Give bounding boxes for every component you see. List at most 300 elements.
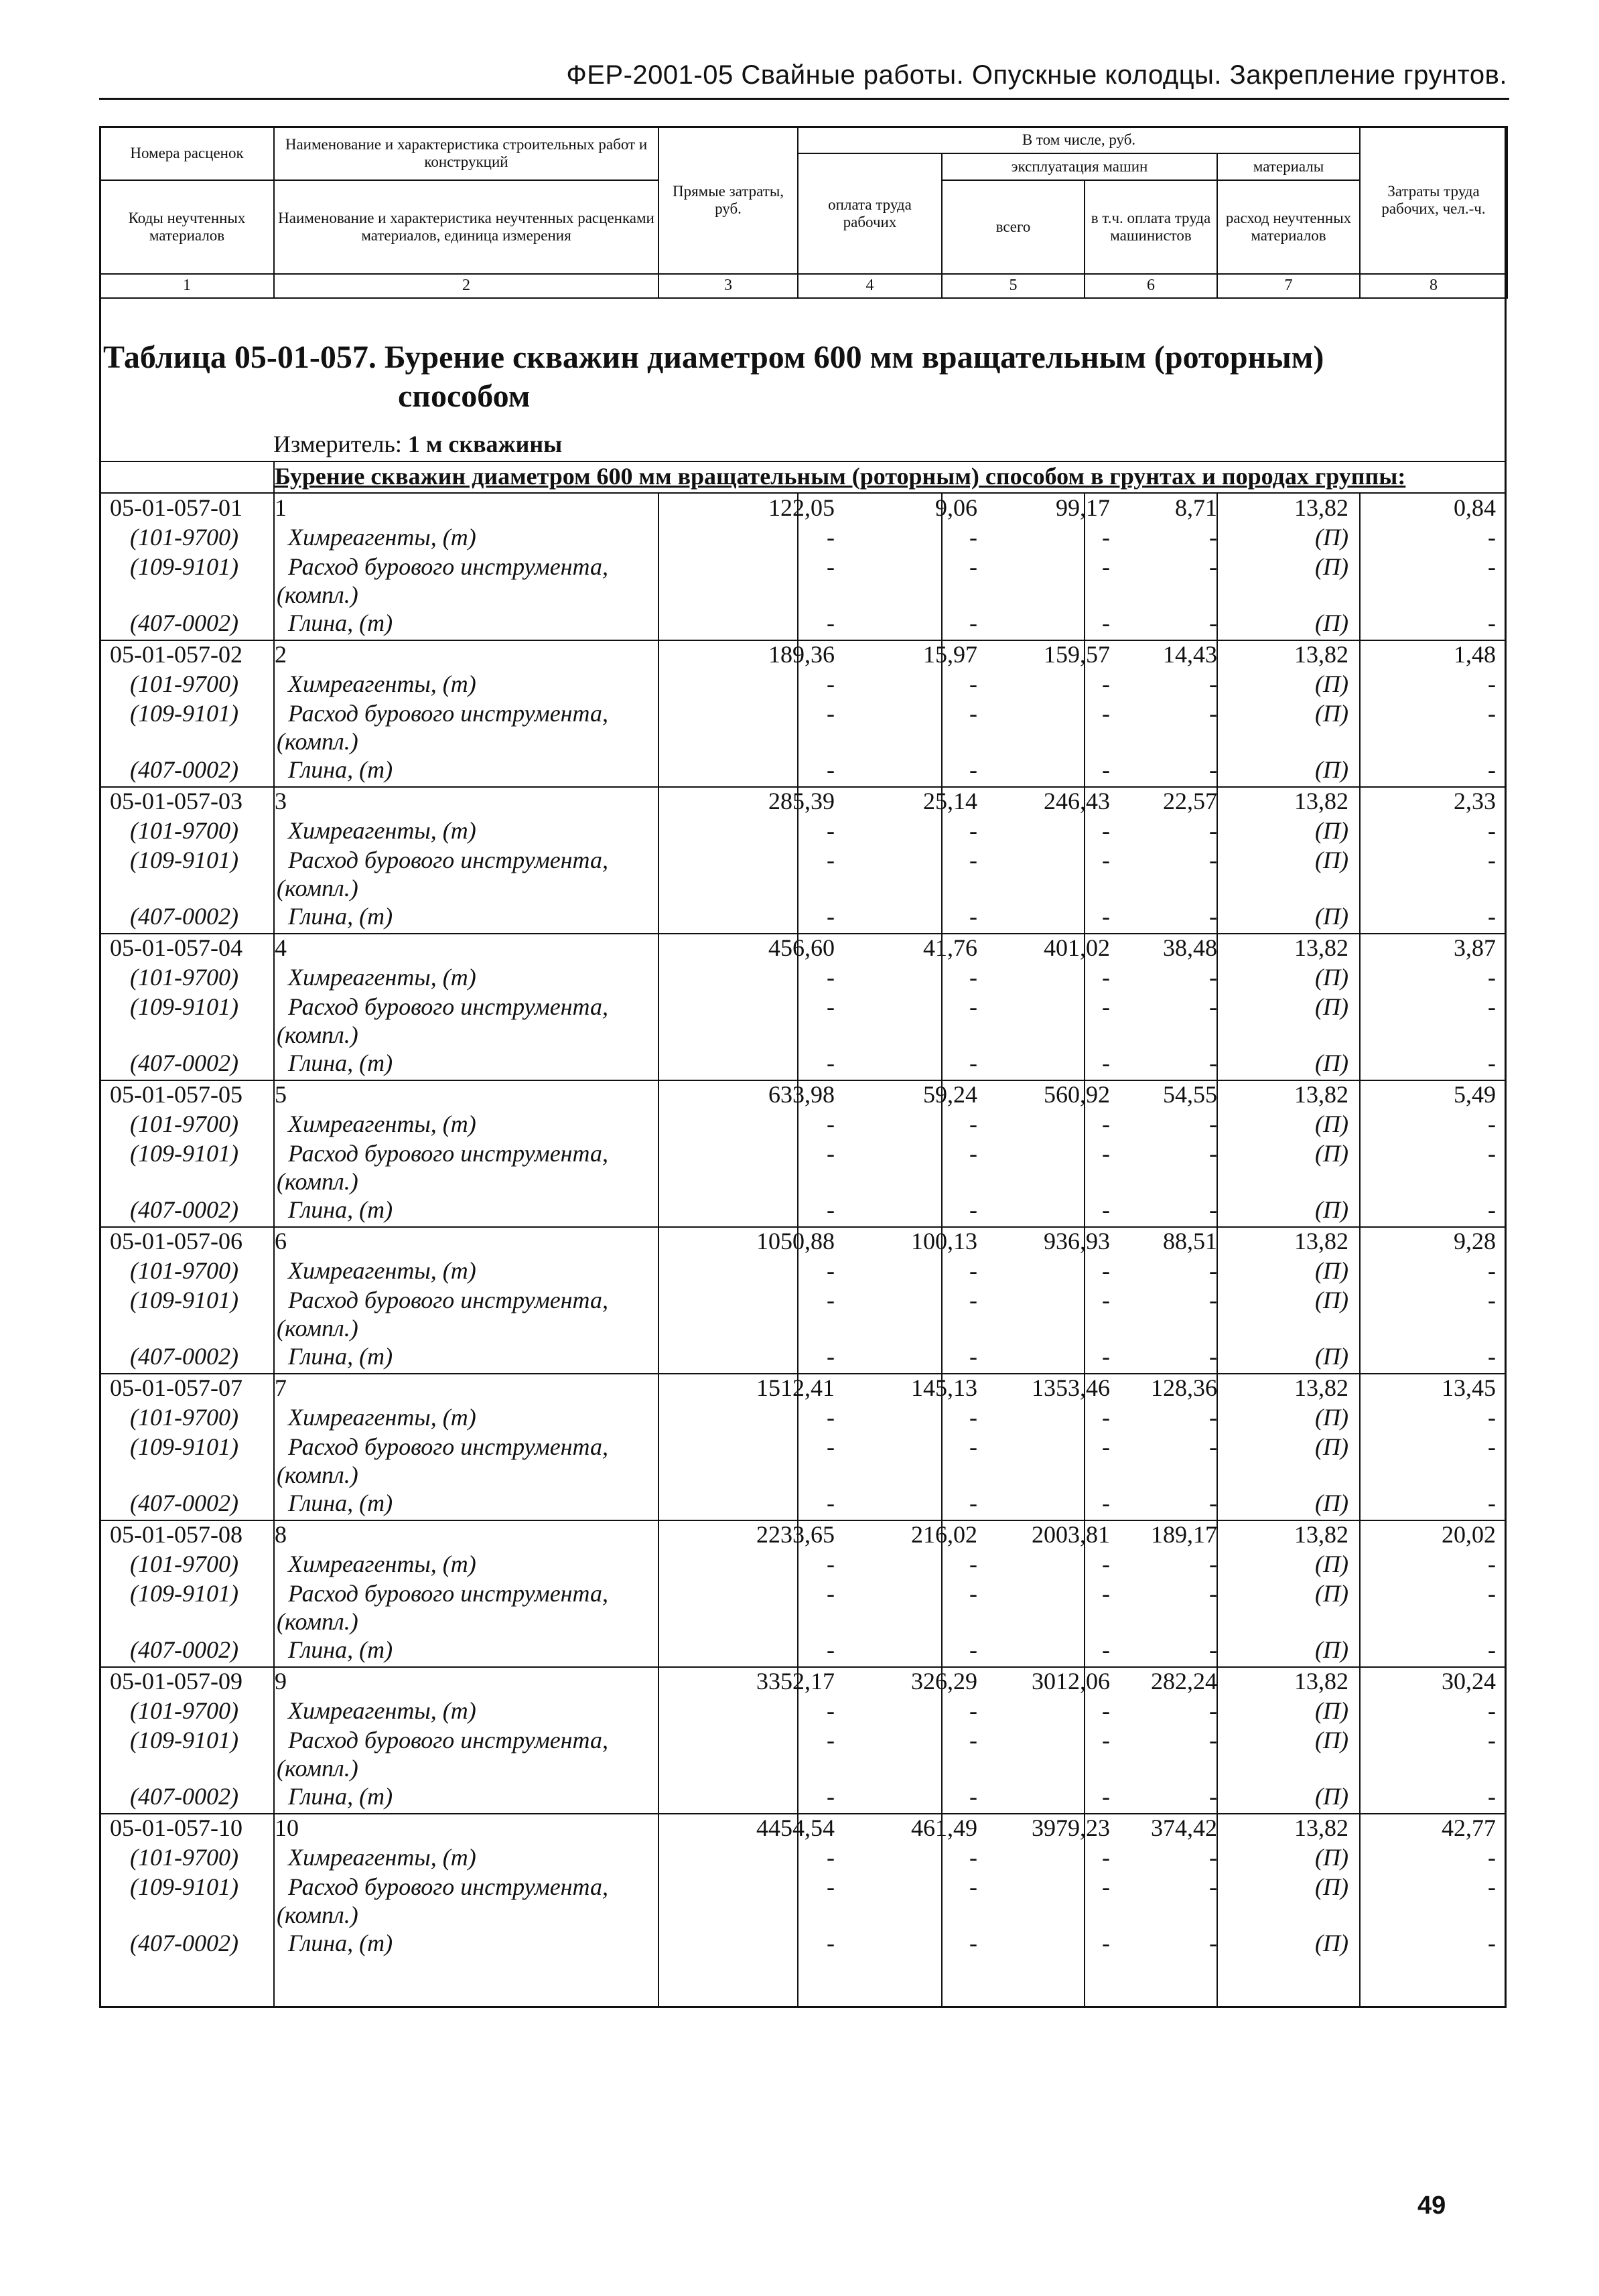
material-flag: (П) [1315, 524, 1348, 551]
operator-pay: 54,55 [1163, 1081, 1217, 1108]
worker-pay: 59,24 [923, 1081, 977, 1108]
dash-cell: - [1102, 993, 1110, 1020]
dash-cell: - [1209, 524, 1217, 551]
material-row [99, 755, 1507, 784]
material-code: (101-9700) [130, 524, 238, 551]
operator-pay: 8,71 [1175, 494, 1217, 521]
colhead-operator-pay: в т.ч. оплата труда машинистов [1085, 180, 1217, 274]
material-code: (407-0002) [130, 1343, 238, 1370]
rate-code: 05-01-057-08 [110, 1521, 242, 1548]
worker-pay: 25,14 [923, 788, 977, 814]
dash-cell: - [827, 1257, 835, 1284]
direct-costs: 189,36 [768, 641, 835, 668]
operator-pay: 38,48 [1163, 934, 1217, 961]
material-row [99, 1342, 1507, 1371]
soil-group: 1 [275, 494, 287, 521]
material-row [99, 552, 1507, 581]
material-flag: (П) [1315, 1196, 1348, 1223]
dash-cell: - [1488, 817, 1496, 844]
materials-cost: 13,82 [1294, 1374, 1348, 1401]
dash-cell: - [969, 1050, 977, 1076]
worker-pay: 41,76 [923, 934, 977, 961]
rate-row [99, 1813, 1507, 1843]
soil-group: 2 [275, 641, 287, 668]
running-header: ФЕР-2001-05 Свайные работы. Опускные колодцы. Закрепление грунтов. [566, 60, 1507, 90]
material-name: Расход бурового инструмента, [288, 1287, 608, 1313]
material-row [99, 1432, 1507, 1461]
material-code: (109-9101) [130, 1580, 238, 1607]
material-row [99, 1195, 1507, 1224]
dash-cell: - [1488, 1844, 1496, 1871]
material-code: (109-9101) [130, 993, 238, 1020]
soil-group: 9 [275, 1668, 287, 1695]
soil-group: 3 [275, 788, 287, 814]
dash-cell: - [1209, 1433, 1217, 1460]
material-flag: (П) [1315, 847, 1348, 873]
dash-cell: - [1488, 847, 1496, 873]
dash-cell: - [1102, 553, 1110, 580]
colhead-material-use: расход неучтенных материалов [1217, 180, 1360, 274]
colhead-direct-costs: Прямые затраты, руб. [658, 127, 798, 274]
dash-cell: - [1488, 1930, 1496, 1956]
worker-pay: 15,97 [923, 641, 977, 668]
dash-cell: - [1102, 1930, 1110, 1956]
direct-costs: 3352,17 [756, 1668, 835, 1695]
material-flag: (П) [1315, 700, 1348, 727]
colnum: 1 [100, 274, 274, 298]
dash-cell: - [1488, 1433, 1496, 1460]
dash-cell: - [1102, 964, 1110, 991]
material-code: (407-0002) [130, 1196, 238, 1223]
rate-code: 05-01-057-05 [110, 1081, 242, 1108]
dash-cell: - [1209, 756, 1217, 783]
material-name: Расход бурового инструмента, [288, 993, 608, 1020]
dash-cell: - [1102, 1050, 1110, 1076]
dash-cell: - [827, 1287, 835, 1313]
dash-cell: - [969, 524, 977, 551]
dash-cell: - [1209, 670, 1217, 697]
material-name: Химреагенты, (т) [288, 1551, 476, 1577]
rate-row [99, 1080, 1507, 1109]
dash-cell: - [1488, 609, 1496, 636]
material-code: (407-0002) [130, 1783, 238, 1810]
colhead-labor-hours: Затраты труда рабочих, чел.-ч. [1360, 127, 1507, 274]
machines-total: 560,92 [1044, 1081, 1110, 1108]
dash-cell: - [1102, 1110, 1110, 1137]
material-flag: (П) [1315, 1490, 1348, 1516]
material-code: (109-9101) [130, 1287, 238, 1313]
dash-cell: - [969, 1783, 977, 1810]
material-code: (101-9700) [130, 1110, 238, 1137]
dash-cell: - [1488, 1490, 1496, 1516]
dash-cell: - [1488, 1050, 1496, 1076]
direct-costs: 1050,88 [756, 1228, 835, 1254]
material-name: Химреагенты, (т) [288, 670, 476, 697]
dash-cell: - [1488, 903, 1496, 930]
direct-costs: 633,98 [768, 1081, 835, 1108]
soil-group: 8 [275, 1521, 287, 1548]
rate-row [99, 640, 1507, 669]
material-unit: (компл.) [277, 1021, 358, 1048]
material-row-cont [99, 1900, 1507, 1930]
dash-cell: - [1209, 1844, 1217, 1871]
dash-cell: - [1488, 1697, 1496, 1724]
dash-cell: - [827, 1343, 835, 1370]
material-unit: (компл.) [277, 728, 358, 755]
material-row-cont [99, 1607, 1507, 1636]
worker-pay: 100,13 [911, 1228, 977, 1254]
material-code: (407-0002) [130, 1050, 238, 1076]
dash-cell: - [1209, 1551, 1217, 1577]
rate-row [99, 1520, 1507, 1549]
measure-label: Измеритель: [273, 431, 402, 457]
material-unit: (компл.) [277, 1755, 358, 1782]
rate-code: 05-01-057-01 [110, 494, 242, 521]
dash-cell: - [969, 903, 977, 930]
dash-cell: - [1102, 1343, 1110, 1370]
colnum: 2 [274, 274, 658, 298]
dash-cell: - [1209, 817, 1217, 844]
material-flag: (П) [1315, 609, 1348, 636]
dash-cell: - [969, 1697, 977, 1724]
dash-cell: - [1209, 1636, 1217, 1663]
material-flag: (П) [1315, 1697, 1348, 1724]
dash-cell: - [1102, 847, 1110, 873]
material-row [99, 1403, 1507, 1432]
material-unit: (компл.) [277, 1902, 358, 1928]
material-name: Расход бурового инструмента, [288, 1873, 608, 1900]
material-flag: (П) [1315, 1140, 1348, 1167]
rate-code: 05-01-057-07 [110, 1374, 242, 1401]
soil-group: 10 [275, 1814, 299, 1841]
material-code: (109-9101) [130, 1433, 238, 1460]
machines-total: 936,93 [1044, 1228, 1110, 1254]
dash-cell: - [969, 817, 977, 844]
material-unit: (компл.) [277, 1608, 358, 1635]
rate-row [99, 1666, 1507, 1696]
dash-cell: - [1209, 1050, 1217, 1076]
dash-cell: - [969, 1727, 977, 1753]
column-numbers-row [100, 274, 1507, 298]
soil-group: 6 [275, 1228, 287, 1254]
dash-cell: - [1209, 903, 1217, 930]
dash-cell: - [1209, 1110, 1217, 1137]
colhead-worker-pay: оплата труда рабочих [798, 153, 942, 274]
dash-cell: - [1488, 553, 1496, 580]
material-code: (109-9101) [130, 553, 238, 580]
material-flag: (П) [1315, 1930, 1348, 1956]
dash-cell: - [1209, 1257, 1217, 1284]
material-row [99, 1048, 1507, 1078]
operator-pay: 22,57 [1163, 788, 1217, 814]
material-row [99, 699, 1507, 728]
dash-cell: - [1209, 1140, 1217, 1167]
materials-cost: 13,82 [1294, 1521, 1348, 1548]
dash-cell: - [1102, 700, 1110, 727]
dash-cell: - [1488, 1551, 1496, 1577]
labor-hours: 20,02 [1442, 1521, 1496, 1548]
material-code: (109-9101) [130, 847, 238, 873]
dash-cell: - [827, 1580, 835, 1607]
dash-cell: - [1488, 1404, 1496, 1431]
material-row-cont [99, 580, 1507, 609]
dash-cell: - [1488, 1636, 1496, 1663]
dash-cell: - [969, 993, 977, 1020]
dash-cell: - [969, 1287, 977, 1313]
dash-cell: - [1209, 1727, 1217, 1753]
dash-cell: - [1488, 1140, 1496, 1167]
material-unit: (компл.) [277, 581, 358, 608]
material-unit: (компл.) [277, 1461, 358, 1488]
material-row [99, 1579, 1507, 1608]
material-unit: (компл.) [277, 1315, 358, 1342]
material-name: Расход бурового инструмента, [288, 1727, 608, 1753]
dash-cell: - [827, 1930, 835, 1956]
rate-code: 05-01-057-04 [110, 934, 242, 961]
material-row [99, 1843, 1507, 1872]
dash-cell: - [1209, 1697, 1217, 1724]
dash-cell: - [827, 1844, 835, 1871]
dash-cell: - [1209, 1580, 1217, 1607]
table-title-line1: Таблица 05-01-057. Бурение скважин диаметром 600 мм вращательным (роторным) [103, 340, 1324, 375]
dash-cell: - [1209, 1490, 1217, 1516]
material-name: Химреагенты, (т) [288, 1844, 476, 1871]
dash-cell: - [969, 1257, 977, 1284]
dash-cell: - [827, 1490, 835, 1516]
material-row [99, 992, 1507, 1021]
material-code: (109-9101) [130, 1140, 238, 1167]
material-code: (407-0002) [130, 1930, 238, 1956]
material-row [99, 1928, 1507, 1958]
dash-cell: - [827, 1551, 835, 1577]
colnum: 3 [658, 274, 798, 298]
dash-cell: - [1102, 1844, 1110, 1871]
dash-cell: - [1102, 1783, 1110, 1810]
colnum: 8 [1360, 274, 1507, 298]
rate-row [99, 493, 1507, 522]
material-name: Глина, (т) [288, 609, 393, 636]
dash-cell: - [1102, 1140, 1110, 1167]
labor-hours: 0,84 [1454, 494, 1496, 521]
dash-cell: - [1488, 993, 1496, 1020]
dash-cell: - [1488, 1196, 1496, 1223]
material-row [99, 962, 1507, 992]
labor-hours: 5,49 [1454, 1081, 1496, 1108]
material-name: Расход бурового инструмента, [288, 700, 608, 727]
operator-pay: 14,43 [1163, 641, 1217, 668]
dash-cell: - [827, 1110, 835, 1137]
colhead-machines-total: всего [942, 180, 1085, 274]
dash-cell: - [969, 1404, 977, 1431]
colnum: 7 [1217, 274, 1360, 298]
dash-cell: - [1488, 524, 1496, 551]
direct-costs: 2233,65 [756, 1521, 835, 1548]
operator-pay: 88,51 [1163, 1228, 1217, 1254]
worker-pay: 145,13 [911, 1374, 977, 1401]
rate-code: 05-01-057-03 [110, 788, 242, 814]
material-code: (101-9700) [130, 1404, 238, 1431]
operator-pay: 128,36 [1151, 1374, 1217, 1401]
dash-cell: - [1209, 1287, 1217, 1313]
material-row [99, 1872, 1507, 1902]
dash-cell: - [969, 1196, 977, 1223]
dash-cell: - [827, 1727, 835, 1753]
material-unit: (компл.) [277, 1168, 358, 1195]
dash-cell: - [1488, 1580, 1496, 1607]
machines-total: 246,43 [1044, 788, 1110, 814]
dash-cell: - [827, 1404, 835, 1431]
dash-cell: - [827, 903, 835, 930]
dash-cell: - [827, 817, 835, 844]
machines-total: 3012,06 [1032, 1668, 1110, 1695]
material-code: (109-9101) [130, 700, 238, 727]
material-name: Расход бурового инструмента, [288, 553, 608, 580]
material-row [99, 1782, 1507, 1811]
material-row [99, 669, 1507, 699]
material-name: Химреагенты, (т) [288, 1697, 476, 1724]
rate-code: 05-01-057-10 [110, 1814, 242, 1841]
material-flag: (П) [1315, 1727, 1348, 1753]
material-name: Расход бурового инструмента, [288, 1580, 608, 1607]
material-flag: (П) [1315, 1873, 1348, 1900]
material-row-cont [99, 1313, 1507, 1343]
material-row [99, 608, 1507, 638]
material-name: Химреагенты, (т) [288, 964, 476, 991]
material-code: (407-0002) [130, 1636, 238, 1663]
dash-cell: - [969, 700, 977, 727]
dash-cell: - [969, 1580, 977, 1607]
material-unit: (компл.) [277, 875, 358, 902]
labor-hours: 2,33 [1454, 788, 1496, 814]
material-name: Глина, (т) [288, 1783, 393, 1810]
dash-cell: - [1102, 1196, 1110, 1223]
material-name: Глина, (т) [288, 1343, 393, 1370]
dash-cell: - [1209, 964, 1217, 991]
material-row [99, 522, 1507, 552]
colhead-including: В том числе, руб. [798, 127, 1360, 153]
dash-cell: - [1102, 1551, 1110, 1577]
dash-cell: - [1488, 756, 1496, 783]
dash-cell: - [969, 1930, 977, 1956]
labor-hours: 3,87 [1454, 934, 1496, 961]
material-row [99, 1725, 1507, 1755]
material-flag: (П) [1315, 1257, 1348, 1284]
dash-cell: - [969, 609, 977, 636]
dash-cell: - [1209, 993, 1217, 1020]
dash-cell: - [827, 847, 835, 873]
soil-group: 5 [275, 1081, 287, 1108]
dash-cell: - [1209, 553, 1217, 580]
material-flag: (П) [1315, 1551, 1348, 1577]
dash-cell: - [1488, 1343, 1496, 1370]
material-row [99, 1285, 1507, 1315]
material-flag: (П) [1315, 1404, 1348, 1431]
material-code: (101-9700) [130, 964, 238, 991]
materials-cost: 13,82 [1294, 641, 1348, 668]
material-flag: (П) [1315, 1580, 1348, 1607]
rate-code: 05-01-057-06 [110, 1228, 242, 1254]
dash-cell: - [969, 1636, 977, 1663]
colhead-rate-number: Номера расценок [100, 127, 274, 180]
material-code: (101-9700) [130, 1551, 238, 1577]
material-name: Химреагенты, (т) [288, 1404, 476, 1431]
dash-cell: - [969, 553, 977, 580]
dash-cell: - [1102, 670, 1110, 697]
material-row-cont [99, 1020, 1507, 1050]
header-rule [99, 98, 1509, 100]
machines-total: 2003,81 [1032, 1521, 1110, 1548]
rate-row [99, 786, 1507, 816]
material-name: Глина, (т) [288, 1930, 393, 1956]
dash-cell: - [827, 1697, 835, 1724]
table-title-line2: способом [398, 378, 531, 414]
dash-cell: - [827, 670, 835, 697]
material-flag: (П) [1315, 670, 1348, 697]
material-code: (109-9101) [130, 1873, 238, 1900]
dash-cell: - [1209, 609, 1217, 636]
dash-cell: - [1102, 1404, 1110, 1431]
direct-costs: 456,60 [768, 934, 835, 961]
material-flag: (П) [1315, 993, 1348, 1020]
material-flag: (П) [1315, 1783, 1348, 1810]
machines-total: 401,02 [1044, 934, 1110, 961]
dash-cell: - [1488, 1287, 1496, 1313]
material-flag: (П) [1315, 1636, 1348, 1663]
machines-total: 1353,46 [1032, 1374, 1110, 1401]
colhead-material-name: Наименование и характеристика неучтенных расценками материалов, единица измерения [274, 180, 658, 274]
dash-cell: - [1209, 1783, 1217, 1810]
machines-total: 99,17 [1056, 494, 1110, 521]
dash-cell: - [969, 847, 977, 873]
material-flag: (П) [1315, 1110, 1348, 1137]
colhead-machines: эксплуатация машин [942, 153, 1217, 180]
materials-cost: 13,82 [1294, 1814, 1348, 1841]
dash-cell: - [1102, 1257, 1110, 1284]
soil-group: 7 [275, 1374, 287, 1401]
material-flag: (П) [1315, 1287, 1348, 1313]
rate-row [99, 933, 1507, 962]
dash-cell: - [827, 1636, 835, 1663]
dash-cell: - [1102, 1697, 1110, 1724]
material-name: Химреагенты, (т) [288, 1257, 476, 1284]
labor-hours: 13,45 [1442, 1374, 1496, 1401]
operator-pay: 282,24 [1151, 1668, 1217, 1695]
dash-cell: - [1102, 524, 1110, 551]
machines-total: 159,57 [1044, 641, 1110, 668]
material-name: Глина, (т) [288, 1490, 393, 1516]
material-row [99, 1109, 1507, 1139]
dash-cell: - [1102, 817, 1110, 844]
material-flag: (П) [1315, 1433, 1348, 1460]
material-name: Химреагенты, (т) [288, 1110, 476, 1137]
dash-cell: - [1488, 1110, 1496, 1137]
material-row [99, 902, 1507, 931]
dash-cell: - [1488, 1257, 1496, 1284]
material-flag: (П) [1315, 903, 1348, 930]
dash-cell: - [1102, 903, 1110, 930]
material-code: (109-9101) [130, 1727, 238, 1753]
dash-cell: - [1209, 1343, 1217, 1370]
dash-cell: - [969, 1873, 977, 1900]
colhead-work-name: Наименование и характеристика строительных работ и конструкций [274, 127, 658, 180]
rule [99, 461, 1507, 462]
dash-cell: - [969, 1110, 977, 1137]
page-number: 49 [1417, 2192, 1446, 2220]
dash-cell: - [1488, 700, 1496, 727]
material-name: Глина, (т) [288, 1050, 393, 1076]
materials-cost: 13,82 [1294, 494, 1348, 521]
material-row-cont [99, 1753, 1507, 1783]
